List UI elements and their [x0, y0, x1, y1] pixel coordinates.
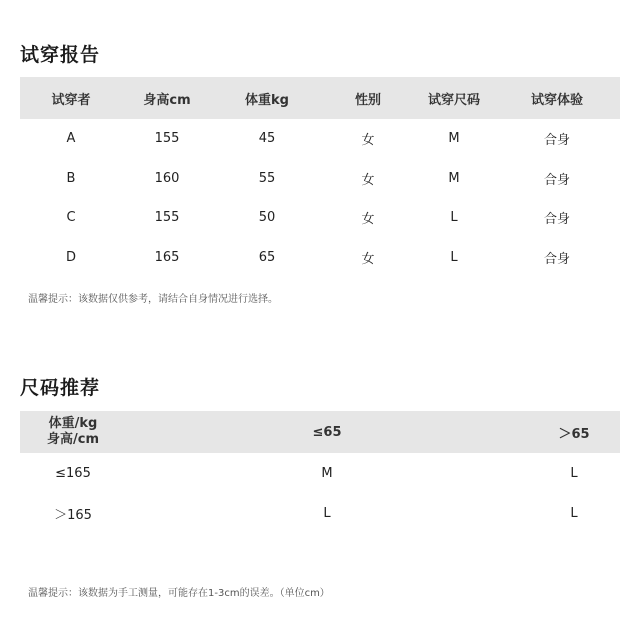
- cell-tester: B: [66, 170, 76, 186]
- cell-recommended-size: L: [570, 505, 578, 521]
- cell-recommended-size: M: [321, 465, 333, 481]
- cell-experience: 合身: [543, 133, 570, 149]
- corner-header: [20, 416, 126, 448]
- cell-experience: 合身: [543, 251, 570, 267]
- header-size: 试穿尺码: [427, 92, 480, 108]
- cell-height: 160: [154, 170, 180, 186]
- size-recommendation-note: 温馨提示：该数据为手工测量，可能存在1-3cm的误差。（单位cm）: [28, 588, 330, 599]
- header-tester: 试穿者: [51, 92, 91, 108]
- cell-weight: 55: [258, 170, 276, 186]
- table-header-row: [20, 77, 620, 119]
- cell-experience: 合身: [543, 212, 570, 228]
- cell-gender: 女: [361, 251, 375, 267]
- cell-gender: 女: [361, 133, 375, 149]
- table-row: [20, 453, 620, 493]
- header-weight-gt-65: ＞65: [558, 426, 590, 442]
- cell-weight: 50: [258, 210, 276, 226]
- header-weight: 体重kg: [245, 92, 289, 108]
- cell-tester: C: [66, 210, 76, 226]
- corner-weight-label: 体重/kg: [48, 416, 98, 431]
- table-row: [20, 119, 620, 159]
- row-height-label: ≤165: [55, 465, 91, 481]
- corner-height-label: 身高/cm: [46, 432, 99, 447]
- table-header-row: [20, 411, 620, 453]
- table-row: [20, 159, 620, 199]
- cell-height: 165: [154, 249, 180, 265]
- size-recommendation-title: 尺码推荐: [20, 377, 101, 399]
- trial-report-title: 试穿报告: [20, 44, 101, 66]
- header-weight-le-65: ≤65: [312, 424, 342, 440]
- cell-gender: 女: [361, 172, 375, 188]
- table-row: [20, 493, 620, 533]
- cell-tester: D: [65, 249, 76, 265]
- cell-experience: 合身: [543, 172, 570, 188]
- cell-size: L: [450, 210, 458, 226]
- header-height: 身高cm: [143, 92, 191, 108]
- cell-height: 155: [154, 210, 180, 226]
- cell-height: 155: [154, 131, 180, 147]
- cell-recommended-size: L: [323, 505, 331, 521]
- cell-size: L: [450, 249, 458, 265]
- trial-report-table: [20, 77, 620, 277]
- cell-weight: 65: [258, 249, 276, 265]
- cell-size: M: [448, 170, 460, 186]
- table-row: [20, 198, 620, 238]
- size-recommendation-table: [20, 411, 620, 533]
- cell-size: M: [448, 131, 460, 147]
- header-gender: 性别: [354, 92, 381, 108]
- row-height-label: ＞165: [54, 507, 92, 523]
- cell-recommended-size: L: [570, 465, 578, 481]
- cell-tester: A: [66, 131, 76, 147]
- cell-gender: 女: [361, 212, 375, 228]
- table-row: [20, 238, 620, 278]
- trial-report-note: 温馨提示：该数据仅供参考，请结合自身情况进行选择。: [28, 294, 278, 305]
- header-experience: 试穿体验: [530, 92, 583, 108]
- cell-weight: 45: [258, 131, 276, 147]
